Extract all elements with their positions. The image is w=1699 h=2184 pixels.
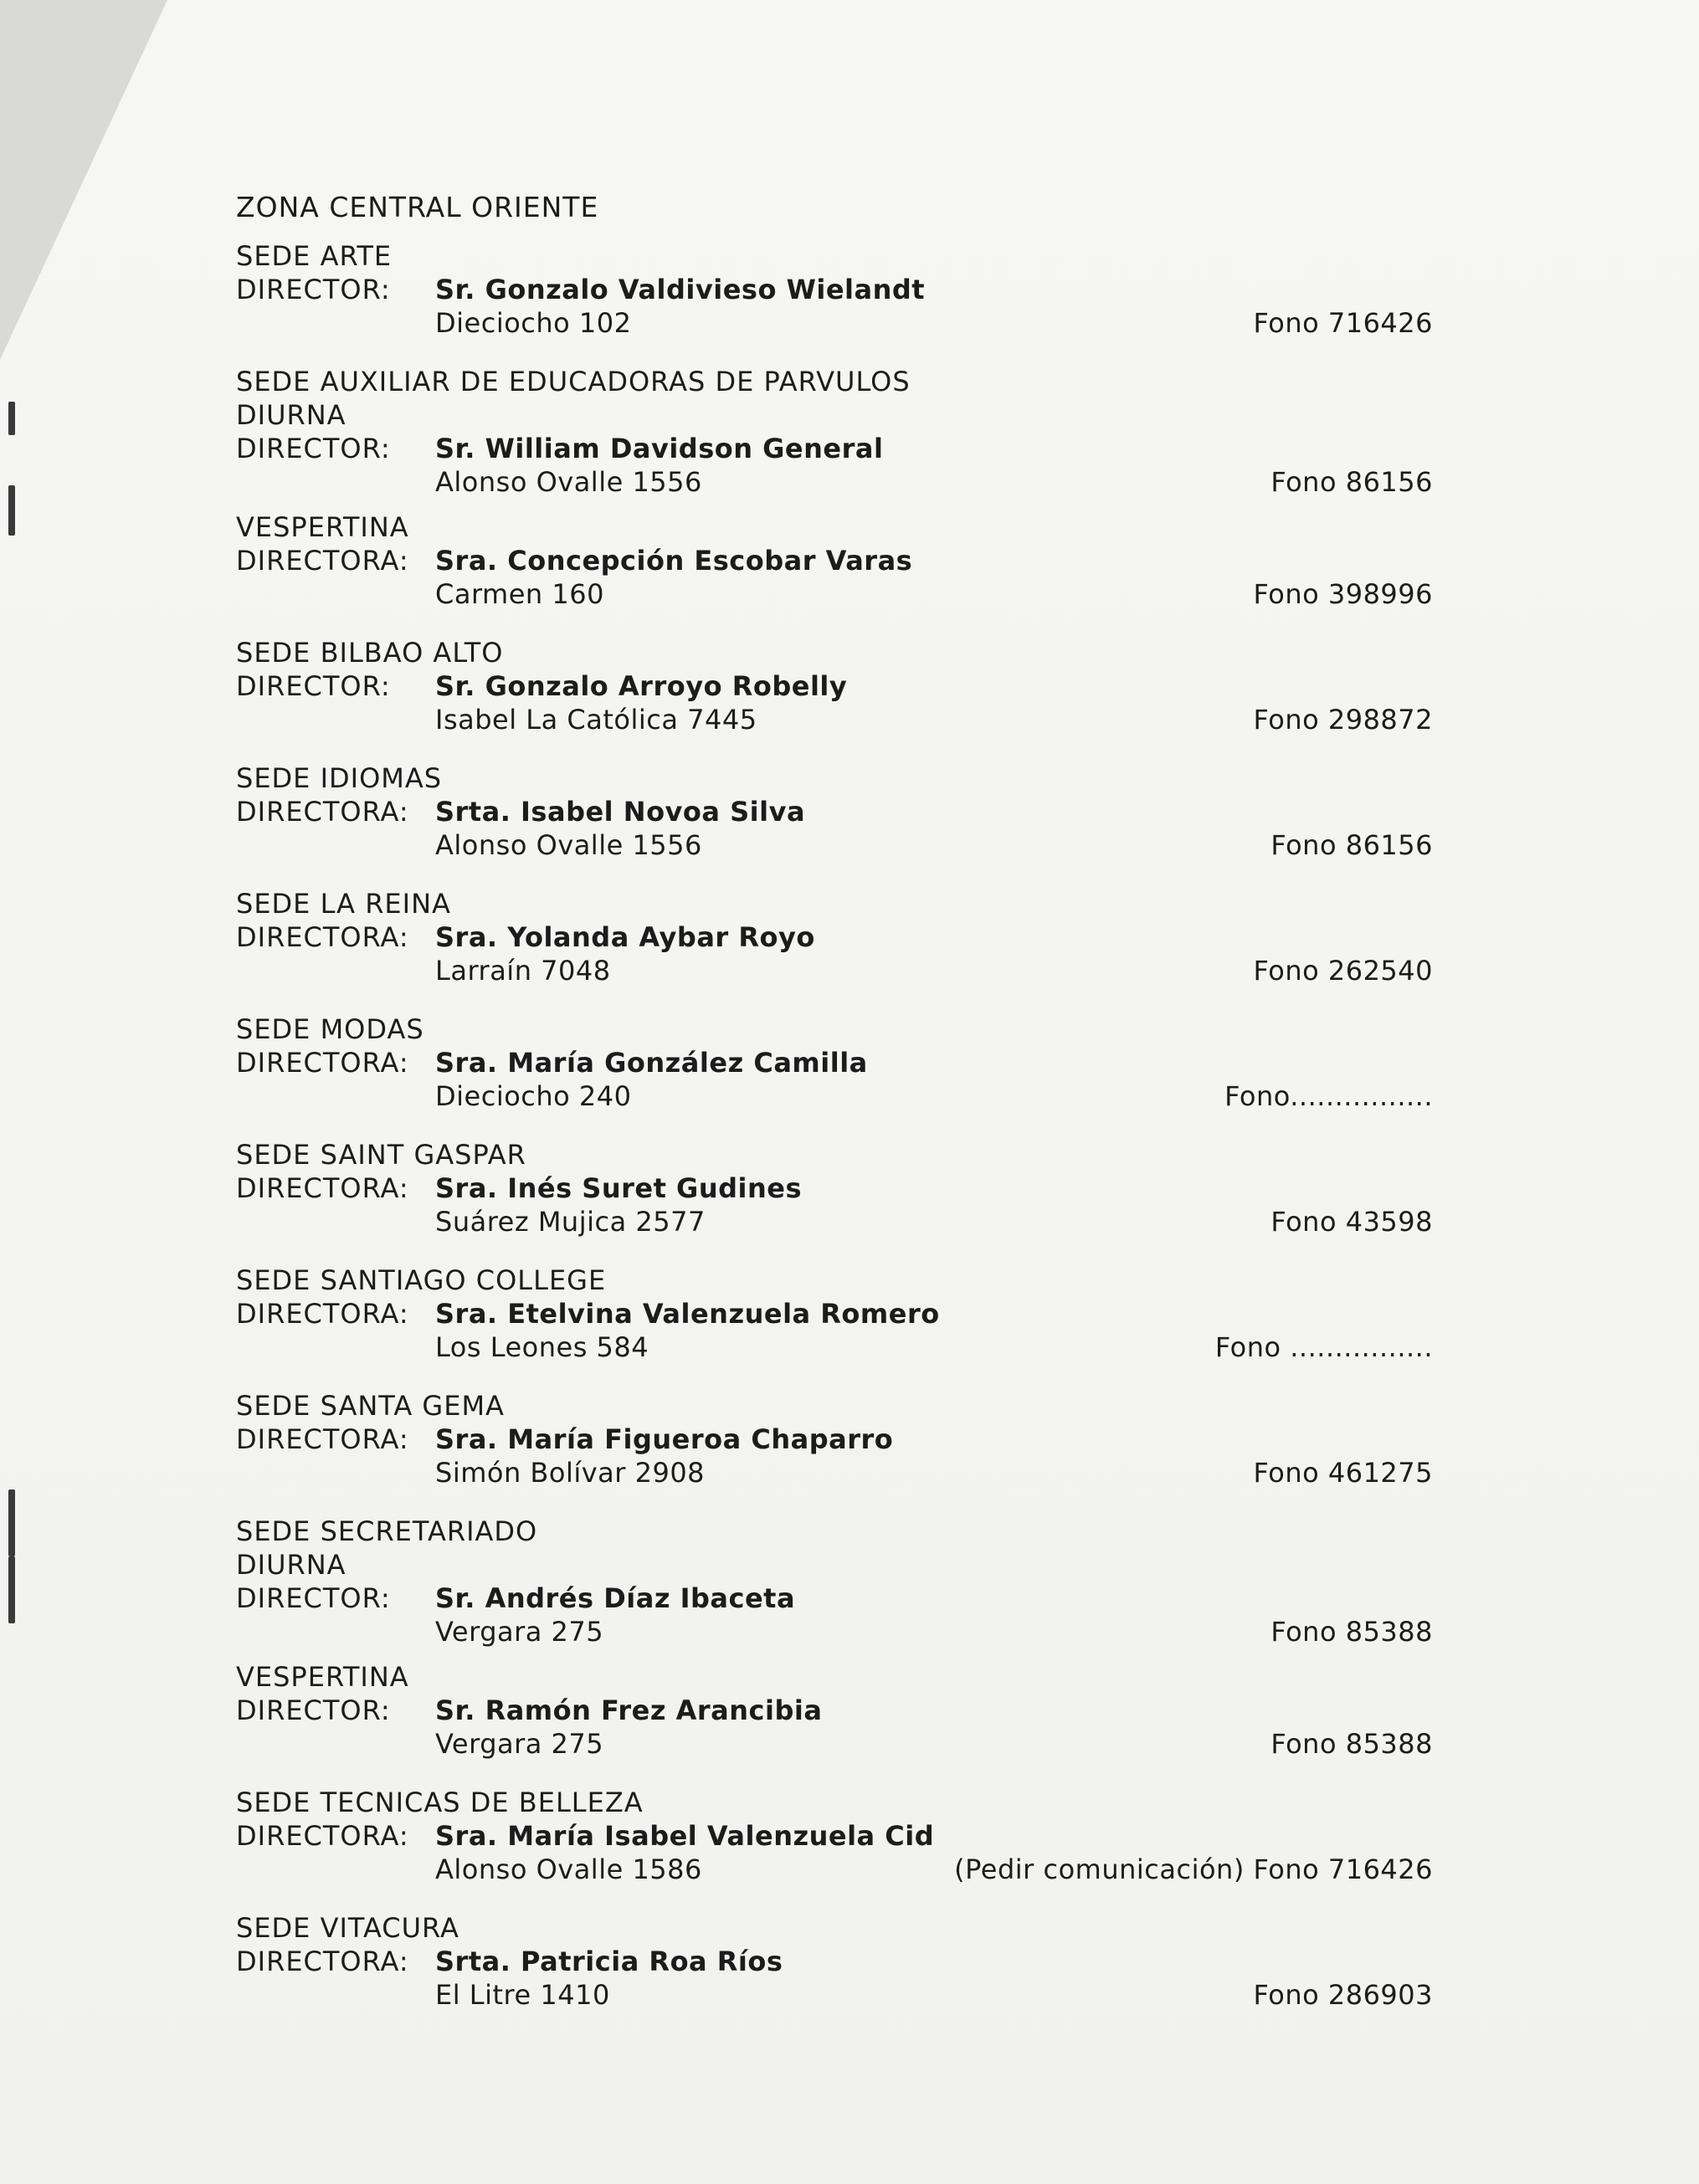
sede-entry: [236, 1264, 1433, 1367]
sede-name: SEDE SANTA GEMA: [236, 1390, 505, 1422]
zone-title: ZONA CENTRAL ORIENTE: [236, 191, 599, 223]
sede-name: SEDE SAINT GASPAR: [236, 1139, 526, 1171]
person-name: Sr. Gonzalo Valdivieso Wielandt: [435, 274, 926, 305]
sede-entry: [236, 1138, 1433, 1242]
phone: Fono 298872: [1253, 704, 1433, 736]
sede-entry: [236, 636, 1433, 740]
sede-name: SEDE BILBAO ALTO: [236, 637, 504, 669]
sede-entry: [236, 761, 1433, 865]
address: Alonso Ovalle 1556: [435, 829, 702, 861]
role-label: DIRECTOR:: [236, 433, 391, 464]
sede-name: SEDE SECRETARIADO: [236, 1515, 538, 1547]
role-label: DIRECTOR:: [236, 274, 391, 305]
phone: Fono 286903: [1253, 1979, 1433, 2011]
person-name: Sr. Gonzalo Arroyo Robelly: [435, 670, 848, 702]
person-name: Srta. Isabel Novoa Silva: [435, 796, 806, 828]
role-label: DIRECTORA:: [236, 1298, 409, 1330]
binding-mark: [8, 1556, 15, 1623]
sede-name: SEDE ARTE: [236, 240, 393, 272]
person-name: Sra. María Figueroa Chaparro: [435, 1423, 894, 1455]
address: Dieciocho 102: [435, 307, 632, 339]
person-name: Sr. Ramón Frez Arancibia: [435, 1694, 823, 1726]
phone: Fono 262540: [1253, 955, 1433, 987]
role-label: DIRECTORA:: [236, 796, 409, 828]
shift-label: VESPERTINA: [236, 1661, 409, 1693]
role-label: DIRECTORA:: [236, 1423, 409, 1455]
role-label: DIRECTOR:: [236, 670, 391, 702]
address: Los Leones 584: [435, 1331, 649, 1363]
address: Suárez Mujica 2577: [435, 1206, 706, 1238]
phone: Fono................: [1224, 1080, 1433, 1112]
person-name: Sr. Andrés Díaz Ibaceta: [435, 1582, 796, 1614]
person-name: Sra. Etelvina Valenzuela Romero: [435, 1298, 940, 1330]
address: Alonso Ovalle 1586: [435, 1853, 702, 1885]
sede-entry: [236, 1911, 1433, 2015]
person-name: Sra. Yolanda Aybar Royo: [435, 921, 815, 953]
address: Vergara 275: [435, 1728, 604, 1760]
phone: Fono 716426: [1253, 307, 1433, 339]
role-label: DIRECTORA:: [236, 1172, 409, 1204]
sede-entry: [236, 1013, 1433, 1116]
phone: Fono 86156: [1270, 829, 1433, 861]
sede-entry: [236, 365, 1433, 614]
role-label: DIRECTORA:: [236, 1946, 409, 1977]
phone: Fono 43598: [1270, 1206, 1433, 1238]
page-fold-corner: [0, 0, 167, 360]
sede-name: SEDE AUXILIAR DE EDUCADORAS DE PARVULOS: [236, 366, 911, 397]
directory-content: [236, 191, 1433, 2037]
role-label: DIRECTORA:: [236, 921, 409, 953]
sede-entry: [236, 887, 1433, 991]
sede-name: SEDE MODAS: [236, 1013, 424, 1045]
address: Larraín 7048: [435, 955, 611, 987]
phone: Fono 86156: [1270, 466, 1433, 498]
address: Carmen 160: [435, 578, 604, 610]
sede-name: SEDE LA REINA: [236, 888, 451, 920]
sede-name: SEDE SANTIAGO COLLEGE: [236, 1264, 607, 1296]
person-name: Sra. María González Camilla: [435, 1047, 868, 1079]
sede-name: SEDE VITACURA: [236, 1912, 459, 1944]
phone: (Pedir comunicación) Fono 716426: [954, 1853, 1433, 1885]
role-label: DIRECTORA:: [236, 545, 409, 577]
address: El Litre 1410: [435, 1979, 610, 2011]
shift-label: DIURNA: [236, 1549, 346, 1581]
person-name: Sra. Inés Suret Gudines: [435, 1172, 802, 1204]
sede-entry: [236, 1515, 1433, 1764]
sede-entry: [236, 1786, 1433, 1889]
shift-label: DIURNA: [236, 399, 346, 431]
shift-label: VESPERTINA: [236, 511, 409, 543]
role-label: DIRECTORA:: [236, 1047, 409, 1079]
address: Dieciocho 240: [435, 1080, 632, 1112]
phone: Fono 461275: [1253, 1457, 1433, 1489]
phone: Fono 398996: [1253, 578, 1433, 610]
person-name: Sra. María Isabel Valenzuela Cid: [435, 1820, 935, 1852]
person-name: Srta. Patricia Roa Ríos: [435, 1946, 783, 1977]
address: Vergara 275: [435, 1616, 604, 1648]
address: Simón Bolívar 2908: [435, 1457, 706, 1489]
sede-name: SEDE TECNICAS DE BELLEZA: [236, 1787, 644, 1818]
sede-name: SEDE IDIOMAS: [236, 762, 443, 794]
address: Alonso Ovalle 1556: [435, 466, 702, 498]
person-name: Sr. William Davidson General: [435, 433, 884, 464]
role-label: DIRECTOR:: [236, 1582, 391, 1614]
role-label: DIRECTORA:: [236, 1820, 409, 1852]
binding-mark: [8, 1489, 15, 1556]
binding-mark: [8, 485, 15, 536]
address: Isabel La Católica 7445: [435, 704, 757, 736]
sede-entry: [236, 1389, 1433, 1493]
phone: Fono 85388: [1270, 1728, 1433, 1760]
sede-entry: [236, 239, 1433, 343]
phone: Fono 85388: [1270, 1616, 1433, 1648]
phone: Fono ................: [1214, 1331, 1433, 1363]
binding-mark: [8, 402, 15, 435]
person-name: Sra. Concepción Escobar Varas: [435, 545, 913, 577]
role-label: DIRECTOR:: [236, 1694, 391, 1726]
